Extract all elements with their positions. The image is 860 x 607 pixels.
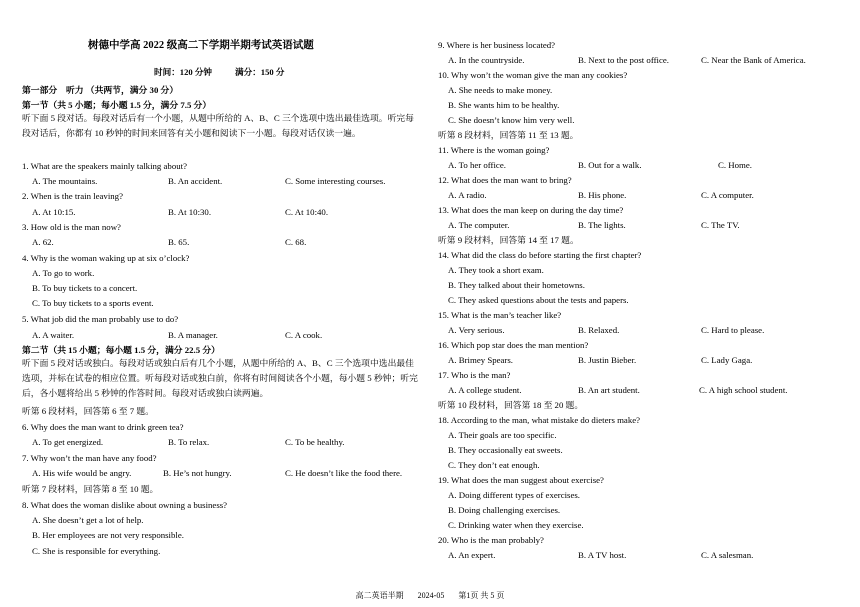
q4-option-a: A. To go to work. bbox=[32, 268, 95, 278]
question-13-stem: 13. What does the man keep on during the day time? bbox=[438, 205, 624, 215]
q1-option-c: C. Some interesting courses. bbox=[285, 176, 386, 186]
q14-option-b: B. They talked about their hometowns. bbox=[448, 280, 585, 290]
q19-option-c: C. Drinking water when they exercise. bbox=[448, 520, 584, 530]
question-14-stem: 14. What did the class do before starting the first chapter? bbox=[438, 250, 642, 260]
question-1-stem: 1. What are the speakers mainly talking about? bbox=[22, 161, 187, 171]
question-16-stem: 16. Which pop star does the man mention? bbox=[438, 340, 589, 350]
q8-option-a: A. She doesn’t get a lot of help. bbox=[32, 515, 144, 525]
q4-option-b: B. To buy tickets to a concert. bbox=[32, 283, 138, 293]
q1-option-b: B. An accident. bbox=[168, 176, 223, 186]
passage-7-intro: 听第 7 段材料，回答第 8 至 10 题。 bbox=[22, 484, 159, 494]
question-4-stem: 4. Why is the woman waking up at six o’clock? bbox=[22, 253, 190, 263]
q7-option-b: B. He’s not hungry. bbox=[163, 468, 232, 478]
q12-option-b: B. His phone. bbox=[578, 190, 627, 200]
question-19-stem: 19. What does the man suggest about exercise? bbox=[438, 475, 604, 485]
passage-9-intro: 听第 9 段材料，回答第 14 至 17 题。 bbox=[438, 235, 579, 245]
question-10-stem: 10. Why won’t the woman give the man any cookies? bbox=[438, 70, 628, 80]
question-6-stem: 6. Why does the man want to drink green tea? bbox=[22, 422, 184, 432]
q5-option-c: C. A cook. bbox=[285, 330, 323, 340]
question-20-stem: 20. Who is the man probably? bbox=[438, 535, 544, 545]
q8-option-b: B. Her employees are not very responsible. bbox=[32, 530, 184, 540]
q1-option-a: A. The mountains. bbox=[32, 176, 98, 186]
q3-option-b: B. 65. bbox=[168, 237, 190, 247]
question-12-stem: 12. What does the man want to bring? bbox=[438, 175, 572, 185]
section1-instructions: 听下面 5 段对话。每段对话后有一个小题，从题中所给的 A、B、C 三个选项中选出最佳选项。听完每段对话后，你都有 10 秒钟的时间来回答有关小题和阅读下一小题。每段对话仅读一遍。 bbox=[22, 113, 414, 138]
question-5-stem: 5. What job did the man probably use to do? bbox=[22, 314, 179, 324]
passage-10-intro: 听第 10 段材料，回答第 18 至 20 题。 bbox=[438, 400, 584, 410]
section2-instructions: 听下面 5 段对话或独白。每段对话或独白后有几个小题，从题中所给的 A、B、C 三个选项中选出最佳选项，并标在试卷的相应位置。听每段对话或独白前，你将有时间阅读各个小题，每小题 5 秒钟；听完后，各小题将给出 5 秒钟的作答时间。每段对话或独白读两遍。 bbox=[22, 358, 418, 398]
q14-option-a: A. They took a short exam. bbox=[448, 265, 544, 275]
q13-option-b: B. The lights. bbox=[578, 220, 626, 230]
passage-6-intro: 听第 6 段材料，回答第 6 至 7 题。 bbox=[22, 406, 154, 416]
q7-option-a: A. His wife would be angry. bbox=[32, 468, 132, 478]
q15-option-c: C. Hard to please. bbox=[701, 325, 765, 335]
q8-option-c: C. She is responsible for everything. bbox=[32, 546, 161, 556]
q6-option-c: C. To be healthy. bbox=[285, 437, 345, 447]
question-11-stem: 11. Where is the woman going? bbox=[438, 145, 550, 155]
q2-option-a: A. At 10:15. bbox=[32, 207, 76, 217]
q10-option-b: B. She wants him to be healthy. bbox=[448, 100, 560, 110]
page-title: 树德中学高 2022 级高二下学期半期考试英语试题 bbox=[88, 40, 314, 51]
question-2-stem: 2. When is the train leaving? bbox=[22, 191, 123, 201]
passage-8-intro: 听第 8 段材料，回答第 11 至 13 题。 bbox=[438, 130, 579, 140]
q20-option-c: C. A salesman. bbox=[701, 550, 754, 560]
q10-option-c: C. She doesn’t know him very well. bbox=[448, 115, 575, 125]
q10-option-a: A. She needs to make money. bbox=[448, 85, 553, 95]
q12-option-a: A. A radio. bbox=[448, 190, 487, 200]
q3-option-a: A. 62. bbox=[32, 237, 54, 247]
q18-option-c: C. They don’t eat enough. bbox=[448, 460, 540, 470]
q13-option-a: A. The computer. bbox=[448, 220, 510, 230]
q7-option-c: C. He doesn’t like the food there. bbox=[285, 468, 403, 478]
footer-subject: 高二英语半期 bbox=[355, 591, 404, 600]
q5-option-a: A. A waiter. bbox=[32, 330, 75, 340]
score-info: 满分：150 分 bbox=[235, 67, 285, 77]
q11-option-c: C. Home. bbox=[718, 160, 752, 170]
q5-option-b: B. A manager. bbox=[168, 330, 218, 340]
footer-page-number: 第1页 共 5 页 bbox=[458, 591, 505, 600]
question-7-stem: 7. Why won’t the man have any food? bbox=[22, 453, 157, 463]
q13-option-c: C. The TV. bbox=[701, 220, 740, 230]
q3-option-c: C. 68. bbox=[285, 237, 307, 247]
q9-option-a: A. In the countryside. bbox=[448, 55, 525, 65]
q16-option-b: B. Justin Bieber. bbox=[578, 355, 637, 365]
q17-option-c: C. A high school student. bbox=[699, 385, 788, 395]
question-3-stem: 3. How old is the man now? bbox=[22, 222, 121, 232]
q12-option-c: C. A computer. bbox=[701, 190, 754, 200]
q15-option-b: B. Relaxed. bbox=[578, 325, 620, 335]
time-info: 时间：120 分钟 bbox=[154, 67, 213, 77]
q19-option-a: A. Doing different types of exercises. bbox=[448, 490, 580, 500]
section1-heading: 第一节（共 5 小题；每小题 1.5 分，满分 7.5 分） bbox=[22, 100, 212, 110]
question-9-stem: 9. Where is her business located? bbox=[438, 40, 556, 50]
q18-option-b: B. They occasionally eat sweets. bbox=[448, 445, 563, 455]
question-17-stem: 17. Who is the man? bbox=[438, 370, 511, 380]
page-footer bbox=[0, 590, 860, 601]
q2-option-c: C. At 10:40. bbox=[285, 207, 329, 217]
q6-option-a: A. To get energized. bbox=[32, 437, 104, 447]
q17-option-a: A. A college student. bbox=[448, 385, 522, 395]
q14-option-c: C. They asked questions about the tests and papers. bbox=[448, 295, 629, 305]
q19-option-b: B. Doing challenging exercises. bbox=[448, 505, 561, 515]
q2-option-b: B. At 10:30. bbox=[168, 207, 212, 217]
question-15-stem: 15. What is the man’s teacher like? bbox=[438, 310, 562, 320]
q16-option-c: C. Lady Gaga. bbox=[701, 355, 753, 365]
q9-option-b: B. Next to the post office. bbox=[578, 55, 669, 65]
q6-option-b: B. To relax. bbox=[168, 437, 210, 447]
q17-option-b: B. An art student. bbox=[578, 385, 640, 395]
q9-option-c: C. Near the Bank of America. bbox=[701, 55, 806, 65]
question-18-stem: 18. According to the man, what mistake do dieters make? bbox=[438, 415, 641, 425]
question-8-stem: 8. What does the woman dislike about owning a business? bbox=[22, 500, 228, 510]
q11-option-a: A. To her office. bbox=[448, 160, 506, 170]
q15-option-a: A. Very serious. bbox=[448, 325, 505, 335]
q16-option-a: A. Brimey Spears. bbox=[448, 355, 513, 365]
q11-option-b: B. Out for a walk. bbox=[578, 160, 642, 170]
q20-option-b: B. A TV host. bbox=[578, 550, 627, 560]
part1-heading: 第一部分 听力 （共两节，满分 30 分） bbox=[22, 85, 179, 95]
footer-date: 2024-05 bbox=[417, 591, 445, 600]
section2-heading: 第二节（共 15 小题；每小题 1.5 分，满分 22.5 分） bbox=[22, 345, 220, 355]
q4-option-c: C. To buy tickets to a sports event. bbox=[32, 298, 154, 308]
q18-option-a: A. Their goals are too specific. bbox=[448, 430, 557, 440]
q20-option-a: A. An expert. bbox=[448, 550, 496, 560]
